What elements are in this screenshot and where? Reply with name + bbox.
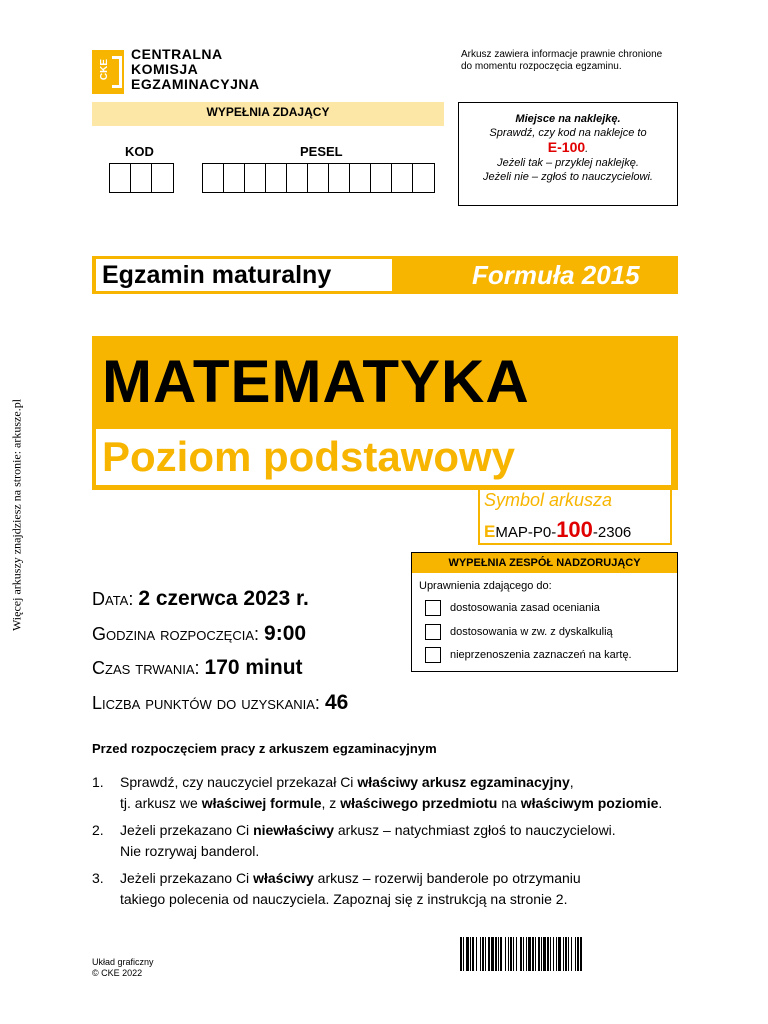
- symbol-code-num: 100: [556, 517, 593, 542]
- barcode-bar: [538, 937, 540, 971]
- option-row-3: [425, 647, 632, 663]
- instruction-3-text-c: arkusz – rozerwij banderole po otrzymaniu: [313, 870, 581, 886]
- barcode-bar: [571, 937, 572, 971]
- info-points: [92, 691, 348, 715]
- logo-line1: CENTRALNA: [131, 46, 223, 62]
- info-start: [92, 622, 306, 646]
- kod-label: KOD: [125, 144, 154, 159]
- barcode-bar: [541, 937, 542, 971]
- barcode-bar: [505, 937, 506, 971]
- symbol-label: Symbol arkusza: [484, 490, 613, 510]
- barcode-bar: [553, 937, 554, 971]
- duration-value: 170 minut: [204, 656, 303, 679]
- instructions-heading: Przed rozpoczęciem pracy z arkuszem egzaminacyjnym: [92, 741, 437, 756]
- sticker-line4: Jeżeli nie – zgłoś to nauczycielowi.: [483, 171, 653, 183]
- instruction-3-text-a: Jeżeli przekazano Ci: [120, 870, 254, 886]
- points-label: Liczba punktów do uzyskania:: [92, 693, 325, 713]
- symbol-code-mid: MAP-P0-: [495, 524, 557, 541]
- barcode-bar: [556, 937, 557, 971]
- barcode-bar: [532, 937, 534, 971]
- option-checkbox-3[interactable]: [425, 647, 441, 663]
- instruction-2-text-d: Nie rozrywaj banderol.: [120, 843, 260, 859]
- exam-title: Egzamin maturalny: [96, 259, 392, 291]
- barcode-bar: [491, 937, 494, 971]
- barcode-bar: [526, 937, 527, 971]
- date-value: 2 czerwca 2023 r.: [138, 587, 309, 610]
- barcode-bar: [513, 937, 514, 971]
- option-label-3: nieprzenoszenia zaznaczeń na kartę.: [450, 649, 632, 661]
- side-watermark-text: Więcej arkuszy znajdziesz na stronie: arkusze.pl: [9, 398, 24, 632]
- kod-input[interactable]: [109, 163, 174, 193]
- footer-line2: © CKE 2022: [92, 968, 143, 978]
- barcode-bar: [508, 937, 509, 971]
- option-label-1: dostosowania zasad oceniania: [450, 602, 600, 614]
- sticker-line2: Sprawdź, czy kod na naklejce to: [489, 127, 647, 139]
- exam-formula: Formuła 2015: [472, 260, 640, 290]
- barcode-bars: [460, 937, 582, 971]
- sticker-code: E-100: [547, 139, 586, 155]
- barcode-bar: [547, 937, 549, 971]
- instruction-1-text-f: , z: [321, 795, 341, 811]
- barcode-bar: [565, 937, 567, 971]
- start-label: Godzina rozpoczęcia:: [92, 624, 265, 644]
- symbol-code: [484, 518, 631, 545]
- barcode-bar: [568, 937, 569, 971]
- barcode-bar: [466, 937, 469, 971]
- duration-label: Czas trwania:: [92, 658, 205, 678]
- barcode-bar: [528, 937, 531, 971]
- logo-mark-text: CKE: [99, 58, 111, 81]
- barcode-bar: [485, 937, 486, 971]
- pesel-label: PESEL: [300, 144, 343, 159]
- barcode-bar: [470, 937, 471, 971]
- barcode-bar: [523, 937, 524, 971]
- instruction-3-text-d: takiego polecenia od nauczyciela. Zapoznaj się z instrukcją na stronie 2.: [120, 891, 568, 907]
- barcode-bar: [580, 937, 582, 971]
- barcode-bar: [460, 937, 462, 971]
- info-date: [92, 587, 309, 611]
- barcode-bar: [575, 937, 576, 971]
- symbol-code-e: E: [484, 522, 496, 541]
- symbol-code-suffix: -2306: [592, 524, 632, 541]
- instruction-2: [92, 820, 682, 862]
- instruction-2-text-a: Jeżeli przekazano Ci: [120, 822, 254, 838]
- barcode-bar: [480, 937, 481, 971]
- legal-notice: [461, 49, 662, 73]
- barcode-bar: [463, 937, 464, 971]
- instruction-1-text-a: Sprawdź, czy nauczyciel przekazał Ci: [120, 774, 358, 790]
- logo-line2: KOMISJA: [131, 61, 199, 77]
- subject-title: MATEMATYKA: [102, 348, 530, 415]
- logo-bracket-shape: [112, 56, 122, 88]
- instruction-3-number: 3.: [92, 870, 104, 886]
- instructions-list: [92, 772, 682, 916]
- barcode: [460, 937, 675, 971]
- instruction-2-bold-b: niewłaściwy: [253, 822, 334, 838]
- barcode-bar: [498, 937, 499, 971]
- barcode-bar: [495, 937, 497, 971]
- barcode-bar: [535, 937, 536, 971]
- instruction-1-bold-i: właściwym poziomie: [520, 795, 659, 811]
- instruction-1-bold-b: właściwy arkusz egzaminacyjny: [357, 774, 570, 790]
- subject-level: Poziom podstawowy: [102, 433, 516, 480]
- instruction-1-text-d: tj. arkusz we: [120, 795, 202, 811]
- points-value: 46: [324, 691, 349, 714]
- instruction-1-text-c: ,: [569, 774, 574, 790]
- supervisors-subheading: Uprawnienia zdającego do:: [419, 580, 552, 592]
- barcode-bar: [550, 937, 551, 971]
- barcode-bar: [500, 937, 502, 971]
- instruction-1-text-j: .: [658, 795, 663, 811]
- barcode-bar: [558, 937, 561, 971]
- barcode-bar: [482, 937, 484, 971]
- cke-logo-text: [131, 47, 260, 92]
- sticker-line1: Miejsce na naklejkę.: [515, 113, 621, 125]
- cke-logo-mark: [92, 50, 124, 94]
- barcode-bar: [563, 937, 564, 971]
- option-checkbox-1[interactable]: [425, 600, 441, 616]
- instruction-1-text-h: na: [497, 795, 521, 811]
- sticker-area: [458, 102, 678, 206]
- instruction-3-bold-b: właściwy: [253, 870, 314, 886]
- instruction-1-bold-g: właściwego przedmiotu: [340, 795, 498, 811]
- notice-line1: Arkusz zawiera informacje prawnie chronione: [461, 49, 663, 60]
- option-row-1: [425, 600, 600, 616]
- barcode-bar: [543, 937, 546, 971]
- option-label-2: dostosowania w zw. z dyskalkulią: [450, 626, 613, 638]
- footer-line1: Układ graficzny: [92, 957, 154, 967]
- barcode-bar: [472, 937, 474, 971]
- instruction-3: [92, 868, 682, 910]
- barcode-bar: [516, 937, 517, 971]
- barcode-bar: [577, 937, 579, 971]
- barcode-bar: [476, 937, 477, 971]
- footer: [92, 957, 154, 979]
- logo-line3: EGZAMINACYJNA: [131, 76, 260, 92]
- candidate-header: WYPEŁNIA ZDAJĄCY: [92, 102, 444, 126]
- pesel-input[interactable]: [202, 163, 435, 193]
- instruction-1-number: 1.: [92, 774, 104, 790]
- barcode-bar: [520, 937, 522, 971]
- date-label: Data:: [92, 589, 139, 609]
- sticker-code-suffix: .: [585, 143, 589, 155]
- notice-line2: do momentu rozpoczęcia egzaminu.: [461, 61, 622, 72]
- side-watermark: [6, 360, 28, 670]
- option-checkbox-2[interactable]: [425, 624, 441, 640]
- instruction-1-bold-e: właściwej formule: [201, 795, 322, 811]
- sticker-line3: Jeżeli tak – przyklej naklejkę.: [497, 157, 639, 169]
- option-row-2: [425, 624, 613, 640]
- instruction-2-number: 2.: [92, 822, 104, 838]
- supervisors-header: WYPEŁNIA ZESPÓŁ NADZORUJĄCY: [412, 553, 677, 573]
- info-duration: [92, 656, 303, 680]
- instruction-2-text-c: arkusz – natychmiast zgłoś to nauczycielowi.: [334, 822, 616, 838]
- start-value: 9:00: [264, 622, 307, 645]
- barcode-bar: [488, 937, 490, 971]
- barcode-bar: [510, 937, 512, 971]
- instruction-1: [92, 772, 682, 814]
